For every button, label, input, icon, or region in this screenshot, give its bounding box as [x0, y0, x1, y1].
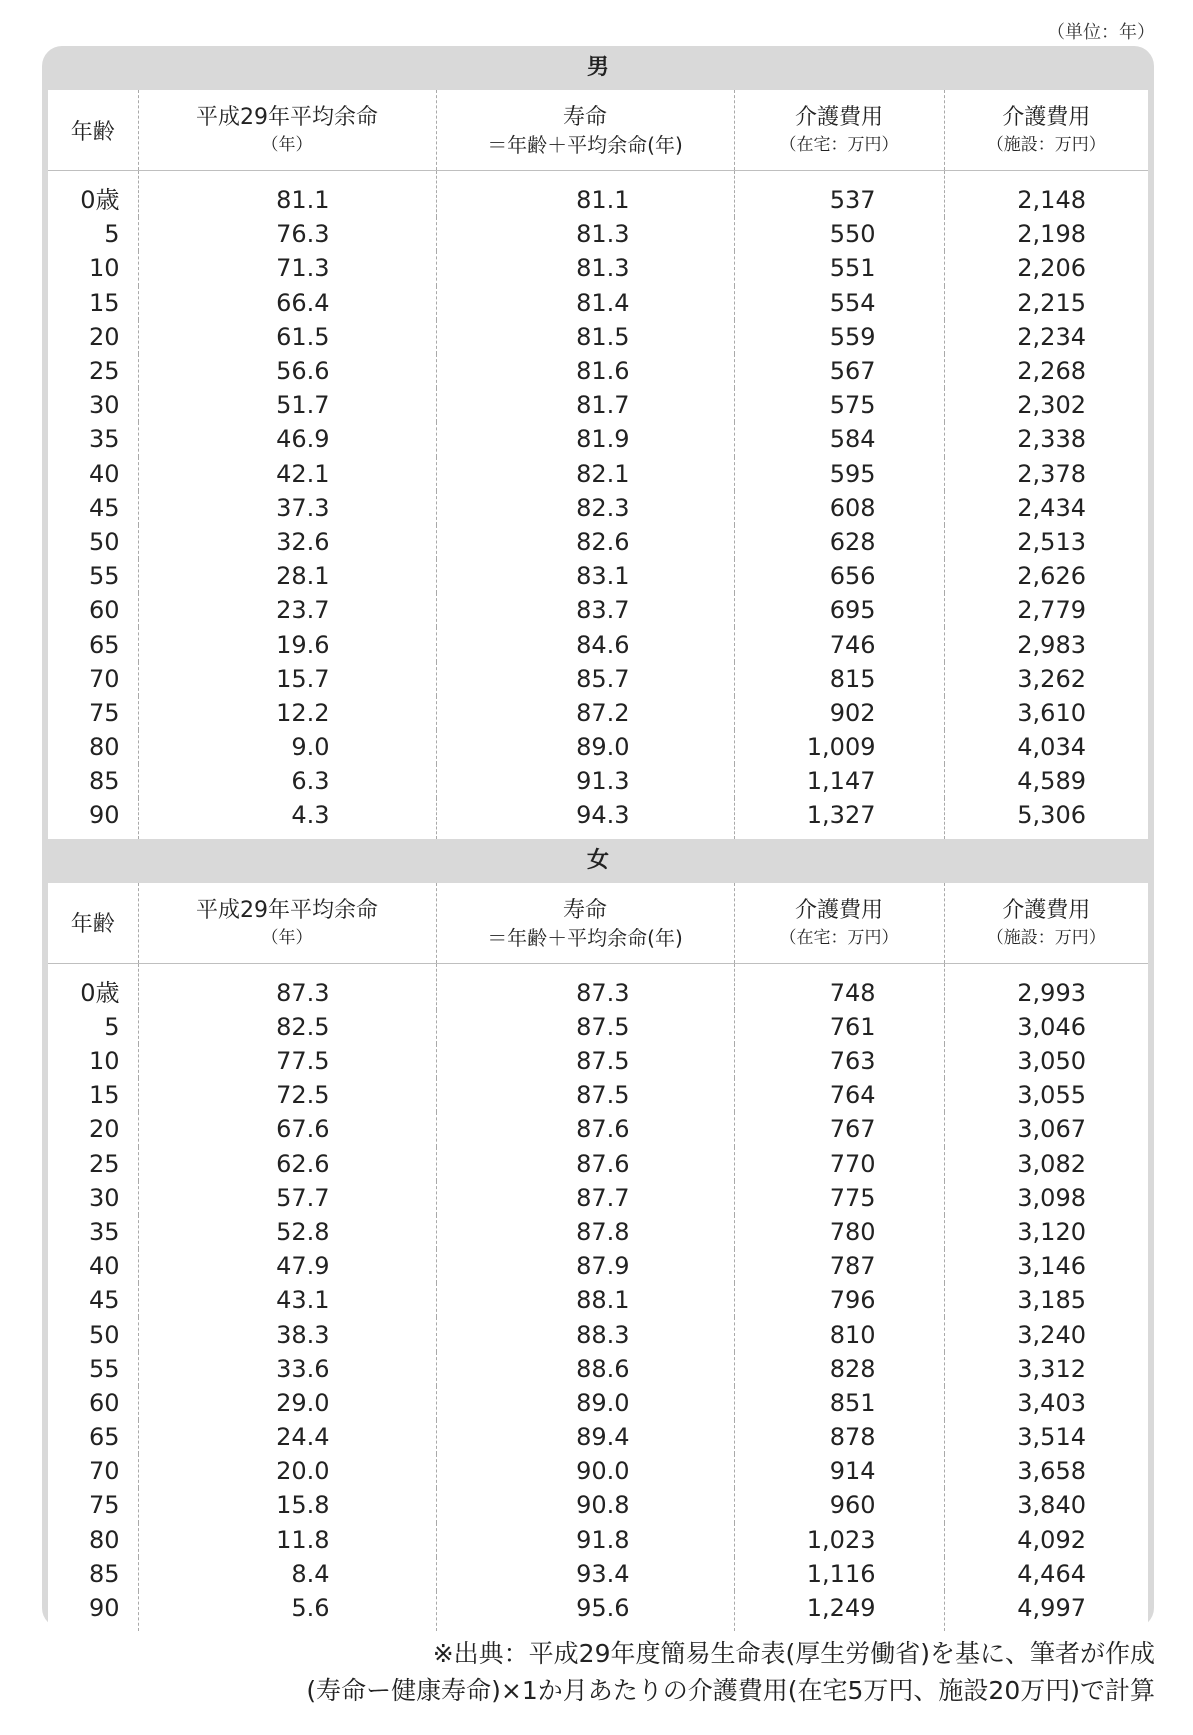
cell-care-home: 775: [734, 1181, 944, 1215]
cell-remaining-years: 57.7: [138, 1181, 436, 1215]
cell-lifespan: 87.6: [436, 1112, 734, 1146]
cell-care-home: 656: [734, 559, 944, 593]
cell-age: 5: [104, 1012, 120, 1041]
cell-age: 30: [88, 1183, 120, 1212]
table-row: [48, 1112, 1148, 1146]
cell-age: 65: [88, 630, 120, 659]
cell-care-home: 695: [734, 593, 944, 627]
table-row: [48, 662, 1148, 696]
table-row: [48, 627, 1148, 661]
table-row: [48, 286, 1148, 320]
cell-care-facility: 3,067: [944, 1112, 1148, 1146]
table-body-male: [48, 171, 1148, 839]
table-row: [48, 1523, 1148, 1557]
cell-care-home: 1,147: [734, 764, 944, 798]
table-row: [48, 1147, 1148, 1181]
cell-remaining-years: 42.1: [138, 457, 436, 491]
cell-care-home: 878: [734, 1420, 944, 1454]
cell-age: 55: [88, 562, 120, 591]
cell-care-home: 828: [734, 1352, 944, 1386]
header-remaining-label: 平成29年平均余命: [196, 897, 378, 923]
table-row: [48, 251, 1148, 285]
header-remaining: [138, 90, 436, 171]
cell-care-home: 796: [734, 1283, 944, 1317]
header-care-home-label: 介護費用: [794, 897, 883, 923]
table-panel-male: [48, 90, 1148, 839]
header-age: [48, 883, 138, 964]
cell-care-home: 770: [734, 1147, 944, 1181]
section-female: [48, 839, 1148, 1632]
cell-age: 60: [88, 1388, 120, 1417]
cell-age: 15: [88, 1081, 120, 1110]
cell-lifespan: 82.3: [436, 491, 734, 525]
cell-remaining-years: 32.6: [138, 525, 436, 559]
cell-remaining-years: 28.1: [138, 559, 436, 593]
header-remaining: [138, 883, 436, 964]
cell-care-home: 746: [734, 627, 944, 661]
cell-care-facility: 3,146: [944, 1249, 1148, 1283]
cell-care-home: 780: [734, 1215, 944, 1249]
cell-care-facility: 2,779: [944, 593, 1148, 627]
cell-remaining-years: 15.7: [138, 662, 436, 696]
cell-care-home: 902: [734, 696, 944, 730]
cell-care-home: 851: [734, 1386, 944, 1420]
cell-care-home: 575: [734, 388, 944, 422]
table-row: [48, 798, 1148, 838]
cell-lifespan: 81.3: [436, 251, 734, 285]
cell-age: 35: [88, 425, 120, 454]
cell-lifespan: 81.1: [436, 171, 734, 218]
cell-age: 55: [88, 1354, 120, 1383]
header-care-facility-unit: （施設：万円）: [986, 927, 1106, 948]
table-row: [48, 1352, 1148, 1386]
cell-care-facility: 3,240: [944, 1317, 1148, 1351]
cell-care-home: 763: [734, 1044, 944, 1078]
unit-label: （単位：年）: [1047, 22, 1155, 43]
header-row: [48, 90, 1148, 171]
cell-lifespan: 81.7: [436, 388, 734, 422]
header-care-home-unit: （在宅：万円）: [779, 135, 899, 155]
header-lifespan-label: 寿命: [562, 105, 607, 130]
section-title-female: 女: [586, 847, 609, 873]
cell-care-home: 628: [734, 525, 944, 559]
cell-remaining-years: 38.3: [138, 1317, 436, 1351]
header-care-facility: [944, 90, 1148, 171]
cell-care-home: 559: [734, 320, 944, 354]
cell-age: 20: [88, 322, 120, 351]
cell-care-home: 815: [734, 662, 944, 696]
cell-care-facility: 3,403: [944, 1386, 1148, 1420]
header-lifespan-formula: ＝年齢＋平均余命(年): [487, 133, 683, 157]
cell-care-facility: 2,148: [944, 171, 1148, 218]
table-row: [48, 1488, 1148, 1522]
cell-lifespan: 87.6: [436, 1147, 734, 1181]
cell-remaining-years: 52.8: [138, 1215, 436, 1249]
cell-lifespan: 87.8: [436, 1215, 734, 1249]
table-row: [48, 730, 1148, 764]
cell-care-home: 554: [734, 286, 944, 320]
cell-lifespan: 81.6: [436, 354, 734, 388]
cell-care-facility: 2,234: [944, 320, 1148, 354]
cell-age: 85: [88, 1559, 120, 1588]
cell-care-facility: 4,464: [944, 1557, 1148, 1591]
cell-remaining-years: 8.4: [138, 1557, 436, 1591]
cell-lifespan: 87.2: [436, 696, 734, 730]
cell-age: 0歳: [80, 186, 120, 215]
cell-age: 20: [88, 1115, 120, 1144]
cell-care-home: 595: [734, 457, 944, 491]
cell-age: 80: [88, 1525, 120, 1554]
cell-remaining-years: 67.6: [138, 1112, 436, 1146]
header-lifespan-formula: ＝年齢＋平均余命(年): [487, 925, 683, 950]
cell-care-home: 1,116: [734, 1557, 944, 1591]
cell-lifespan: 88.6: [436, 1352, 734, 1386]
cell-remaining-years: 82.5: [138, 1010, 436, 1044]
cell-age: 75: [88, 1491, 120, 1520]
footnote-calculation: (寿命ー健康寿命)×1か月あたりの介護費用(在宅5万円、施設20万円)で計算: [306, 1676, 1155, 1705]
cell-age: 85: [88, 767, 120, 796]
table-row: [48, 1215, 1148, 1249]
table-row: [48, 1283, 1148, 1317]
cell-care-facility: 3,050: [944, 1044, 1148, 1078]
table-female: [48, 883, 1148, 1632]
cell-age: 80: [88, 733, 120, 762]
cell-lifespan: 81.9: [436, 422, 734, 456]
table-row: [48, 696, 1148, 730]
cell-remaining-years: 37.3: [138, 491, 436, 525]
cell-care-home: 914: [734, 1454, 944, 1488]
table-row: [48, 457, 1148, 491]
cell-care-facility: 5,306: [944, 798, 1148, 838]
cell-care-facility: 3,120: [944, 1215, 1148, 1249]
cell-remaining-years: 66.4: [138, 286, 436, 320]
cell-care-facility: 3,185: [944, 1283, 1148, 1317]
table-row: [48, 1181, 1148, 1215]
cell-care-facility: 2,626: [944, 559, 1148, 593]
cell-lifespan: 87.5: [436, 1044, 734, 1078]
cell-age: 35: [88, 1217, 120, 1246]
cell-care-facility: 2,338: [944, 422, 1148, 456]
cell-remaining-years: 11.8: [138, 1523, 436, 1557]
header-care-home-unit: （在宅：万円）: [779, 927, 899, 948]
cell-remaining-years: 62.6: [138, 1147, 436, 1181]
table-row: [48, 217, 1148, 251]
cell-care-facility: 3,262: [944, 662, 1148, 696]
cell-care-home: 608: [734, 491, 944, 525]
cell-age: 90: [88, 801, 120, 830]
cell-lifespan: 89.4: [436, 1420, 734, 1454]
header-care-home: [734, 90, 944, 171]
cell-care-facility: 2,302: [944, 388, 1148, 422]
cell-remaining-years: 19.6: [138, 627, 436, 661]
cell-care-facility: 3,055: [944, 1078, 1148, 1112]
cell-remaining-years: 33.6: [138, 1352, 436, 1386]
cell-remaining-years: 20.0: [138, 1454, 436, 1488]
cell-care-facility: 3,046: [944, 1010, 1148, 1044]
cell-remaining-years: 23.7: [138, 593, 436, 627]
cell-care-facility: 3,658: [944, 1454, 1148, 1488]
table-male: [48, 90, 1148, 839]
table-row: [48, 491, 1148, 525]
cell-care-home: 1,327: [734, 798, 944, 838]
cell-age: 0歳: [80, 978, 120, 1007]
cell-age: 40: [88, 1252, 120, 1281]
header-row: [48, 883, 1148, 964]
table-row: [48, 320, 1148, 354]
cell-lifespan: 88.3: [436, 1317, 734, 1351]
section-title-male: 男: [586, 55, 609, 80]
table-row: [48, 1420, 1148, 1454]
cell-care-facility: 4,589: [944, 764, 1148, 798]
cell-care-facility: 3,610: [944, 696, 1148, 730]
cell-care-home: 764: [734, 1078, 944, 1112]
cell-age: 45: [88, 1286, 120, 1315]
table-row: [48, 1078, 1148, 1112]
footnote: [306, 1635, 1155, 1709]
cell-remaining-years: 9.0: [138, 730, 436, 764]
life-expectancy-table-frame: [42, 46, 1154, 1628]
cell-age: 75: [88, 698, 120, 727]
table-row: [48, 1044, 1148, 1078]
cell-care-facility: 4,034: [944, 730, 1148, 764]
cell-remaining-years: 24.4: [138, 1420, 436, 1454]
cell-remaining-years: 46.9: [138, 422, 436, 456]
cell-lifespan: 82.1: [436, 457, 734, 491]
footnote-source: ※出典：平成29年度簡易生命表(厚生労働省)を基に、筆者が作成: [432, 1639, 1155, 1668]
cell-care-home: 1,009: [734, 730, 944, 764]
table-row: [48, 764, 1148, 798]
cell-care-facility: 3,082: [944, 1147, 1148, 1181]
cell-lifespan: 90.8: [436, 1488, 734, 1522]
cell-care-facility: 2,206: [944, 251, 1148, 285]
header-age-label: 年齢: [70, 119, 115, 145]
cell-age: 5: [104, 220, 120, 249]
cell-care-facility: 3,098: [944, 1181, 1148, 1215]
table-row: [48, 1386, 1148, 1420]
cell-age: 50: [88, 527, 120, 556]
cell-care-home: 787: [734, 1249, 944, 1283]
cell-age: 65: [88, 1423, 120, 1452]
cell-remaining-years: 47.9: [138, 1249, 436, 1283]
cell-lifespan: 87.9: [436, 1249, 734, 1283]
table-row: [48, 354, 1148, 388]
cell-lifespan: 91.3: [436, 764, 734, 798]
cell-age: 70: [88, 664, 120, 693]
table-row: [48, 1317, 1148, 1351]
cell-lifespan: 81.4: [436, 286, 734, 320]
cell-lifespan: 94.3: [436, 798, 734, 838]
table-row: [48, 559, 1148, 593]
table-row: [48, 1454, 1148, 1488]
cell-care-facility: 2,215: [944, 286, 1148, 320]
cell-care-facility: 2,513: [944, 525, 1148, 559]
cell-care-home: 810: [734, 1317, 944, 1351]
table-panel-female: [48, 883, 1148, 1632]
cell-age: 30: [88, 391, 120, 420]
cell-age: 70: [88, 1457, 120, 1486]
table-row: [48, 171, 1148, 218]
cell-remaining-years: 4.3: [138, 798, 436, 838]
header-care-facility: [944, 883, 1148, 964]
cell-lifespan: 87.5: [436, 1010, 734, 1044]
cell-lifespan: 87.3: [436, 963, 734, 1010]
cell-age: 15: [88, 288, 120, 317]
cell-care-home: 1,023: [734, 1523, 944, 1557]
cell-lifespan: 81.5: [436, 320, 734, 354]
cell-remaining-years: 76.3: [138, 217, 436, 251]
cell-age: 25: [88, 1149, 120, 1178]
cell-care-facility: 2,983: [944, 627, 1148, 661]
cell-care-facility: 4,092: [944, 1523, 1148, 1557]
cell-remaining-years: 6.3: [138, 764, 436, 798]
cell-care-home: 761: [734, 1010, 944, 1044]
header-remaining-unit: （年）: [261, 135, 313, 155]
cell-lifespan: 89.0: [436, 1386, 734, 1420]
cell-care-facility: 2,268: [944, 354, 1148, 388]
cell-remaining-years: 56.6: [138, 354, 436, 388]
table-row: [48, 1249, 1148, 1283]
cell-care-facility: 3,514: [944, 1420, 1148, 1454]
cell-lifespan: 83.7: [436, 593, 734, 627]
header-age: [48, 90, 138, 171]
cell-remaining-years: 61.5: [138, 320, 436, 354]
cell-remaining-years: 15.8: [138, 1488, 436, 1522]
cell-care-home: 567: [734, 354, 944, 388]
cell-care-home: 550: [734, 217, 944, 251]
cell-care-home: 584: [734, 422, 944, 456]
cell-remaining-years: 72.5: [138, 1078, 436, 1112]
table-body-female: [48, 963, 1148, 1631]
cell-remaining-years: 29.0: [138, 1386, 436, 1420]
table-row: [48, 593, 1148, 627]
cell-lifespan: 84.6: [436, 627, 734, 661]
cell-care-facility: 3,840: [944, 1488, 1148, 1522]
header-remaining-label: 平成29年平均余命: [196, 105, 378, 130]
cell-lifespan: 93.4: [436, 1557, 734, 1591]
cell-lifespan: 88.1: [436, 1283, 734, 1317]
table-row: [48, 963, 1148, 1010]
header-lifespan-label: 寿命: [562, 897, 607, 923]
cell-age: 10: [88, 1047, 120, 1076]
cell-lifespan: 83.1: [436, 559, 734, 593]
cell-care-facility: 3,312: [944, 1352, 1148, 1386]
cell-lifespan: 82.6: [436, 525, 734, 559]
cell-care-home: 551: [734, 251, 944, 285]
cell-age: 10: [88, 254, 120, 283]
header-care-home-label: 介護費用: [794, 105, 883, 130]
header-lifespan: [436, 90, 734, 171]
header-age-label: 年齢: [70, 912, 115, 938]
cell-remaining-years: 43.1: [138, 1283, 436, 1317]
cell-care-facility: 2,434: [944, 491, 1148, 525]
cell-care-home: 960: [734, 1488, 944, 1522]
cell-lifespan: 81.3: [436, 217, 734, 251]
table-row: [48, 1557, 1148, 1591]
cell-age: 90: [88, 1594, 120, 1623]
cell-age: 60: [88, 596, 120, 625]
cell-care-home: 1,249: [734, 1591, 944, 1631]
cell-remaining-years: 71.3: [138, 251, 436, 285]
header-remaining-unit: （年）: [261, 927, 313, 948]
header-care-facility-unit: （施設：万円）: [986, 135, 1106, 155]
cell-remaining-years: 12.2: [138, 696, 436, 730]
header-lifespan: [436, 883, 734, 964]
cell-lifespan: 90.0: [436, 1454, 734, 1488]
section-male: [48, 46, 1148, 839]
cell-remaining-years: 77.5: [138, 1044, 436, 1078]
header-care-facility-label: 介護費用: [1002, 897, 1091, 923]
cell-care-home: 767: [734, 1112, 944, 1146]
cell-remaining-years: 81.1: [138, 171, 436, 218]
header-care-facility-label: 介護費用: [1002, 105, 1091, 130]
cell-lifespan: 85.7: [436, 662, 734, 696]
cell-age: 25: [88, 357, 120, 386]
table-row: [48, 388, 1148, 422]
cell-lifespan: 87.5: [436, 1078, 734, 1112]
cell-care-facility: 2,378: [944, 457, 1148, 491]
cell-lifespan: 91.8: [436, 1523, 734, 1557]
cell-age: 40: [88, 459, 120, 488]
cell-care-home: 537: [734, 171, 944, 218]
cell-lifespan: 87.7: [436, 1181, 734, 1215]
cell-care-facility: 4,997: [944, 1591, 1148, 1631]
cell-care-home: 748: [734, 963, 944, 1010]
cell-lifespan: 89.0: [436, 730, 734, 764]
table-row: [48, 422, 1148, 456]
cell-care-facility: 2,993: [944, 963, 1148, 1010]
table-row: [48, 525, 1148, 559]
cell-age: 50: [88, 1320, 120, 1349]
cell-remaining-years: 5.6: [138, 1591, 436, 1631]
cell-remaining-years: 51.7: [138, 388, 436, 422]
cell-lifespan: 95.6: [436, 1591, 734, 1631]
header-care-home: [734, 883, 944, 964]
table-row: [48, 1010, 1148, 1044]
cell-age: 45: [88, 493, 120, 522]
cell-care-facility: 2,198: [944, 217, 1148, 251]
table-row: [48, 1591, 1148, 1631]
cell-remaining-years: 87.3: [138, 963, 436, 1010]
